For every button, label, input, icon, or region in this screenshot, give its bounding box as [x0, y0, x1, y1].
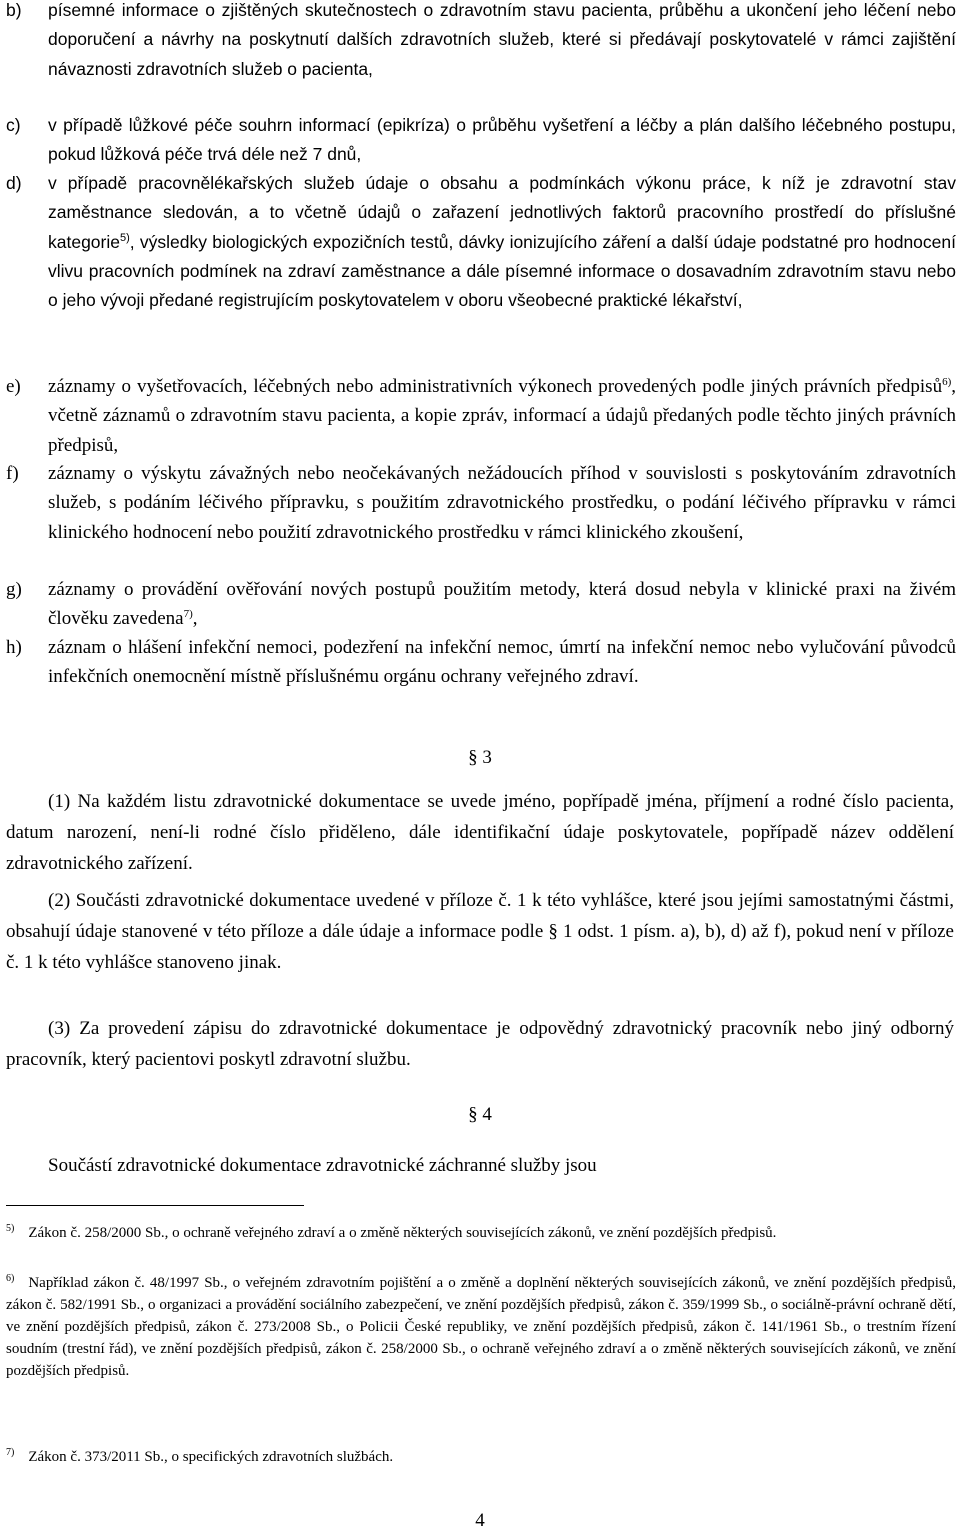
- footnote-ref: 7): [183, 608, 193, 621]
- footnote-7: [6, 1442, 956, 1468]
- list-item-c: [6, 111, 956, 170]
- section-3-heading: § 3: [468, 747, 492, 768]
- list-item-text: záznamy o vyšetřovacích, léčebných nebo administrativních výkonech provedených podle jiných právních předpisů$^{6)}$, včetně záznamů o zdravotním stavu pacienta, a kopie zpráv, informací a údajů předaných podle těchto jiných právních předpisů,: [48, 376, 956, 456]
- section-4-text: Součástí zdravotnické dokumentace zdravotnické záchranné služby jsou: [48, 1155, 597, 1176]
- footnote-number: 5): [6, 1223, 15, 1234]
- footnote-6: [6, 1268, 956, 1382]
- list-item-g: [6, 575, 956, 634]
- list-item-text: záznam o hlášení infekční nemoci, podezření na infekční nemoc, úmrtí na infekční nemoc nebo vylučování původců infekčních onemocnění místně příslušnému orgánu ochrany veřejného zdraví.: [48, 637, 956, 688]
- list-marker: d): [6, 173, 22, 193]
- list-marker: b): [6, 0, 22, 20]
- list-item-f: [6, 459, 956, 547]
- footnote-5: [6, 1218, 956, 1244]
- list-item-text: záznamy o výskytu závažných nebo neočekávaných nežádoucích příhod v souvislosti s poskytováním zdravotních služeb, s podáním léčivého přípravku, s použitím zdravotnického prostředku, o podání léčivého přípravku v rámci klinického hodnocení nebo použití zdravotnického prostředku v rámci klinického zkoušení,: [48, 463, 956, 543]
- list-item-b: [6, 0, 956, 84]
- list-item-d: [6, 169, 956, 315]
- footnote-number: 7): [6, 1447, 15, 1458]
- list-marker: f): [6, 463, 19, 484]
- list-item-text: v případě lůžkové péče souhrn informací (epikríza) o průběhu vyšetření a léčby a plán dalšího léčebného postupu, pokud lůžková péče trvá déle než 7 dnů,: [48, 115, 956, 165]
- list-item-text: v případě pracovnělékařských služeb údaje o obsahu a podmínkách výkonu práce, k níž je zdravotní stav zaměstnance sledován, a to včetně údajů o zařazení jednotlivých faktorů pracovního prostředí do příslušné kategorie$^{5)}$, výsledky biologických expozičních testů, dávky ionizujícího záření a další údaje podstatné pro hodnocení vlivu pracovních podmínek na zdraví zaměstnance a dále písemné informace o dosavadním zdravotním stavu nebo o jeho vývoji předané registrujícím poskytovatelem v oboru všeobecné praktické lékařství,: [48, 173, 956, 311]
- footnote-text: Zákon č. 258/2000 Sb., o ochraně veřejného zdraví a o změně některých souvisejících zákonů, ve znění pozdějších předpisů.: [28, 1225, 777, 1241]
- list-marker: c): [6, 115, 21, 135]
- list-item-text: záznamy o provádění ověřování nových postupů použitím metody, která dosud nebyla v klinické praxi na živém člověku zavedena$^{7)}$,: [48, 579, 956, 630]
- footnote-text: Zákon č. 373/2011 Sb., o specifických zdravotních službách.: [28, 1449, 394, 1465]
- list-item-text: písemné informace o zjištěných skutečnostech o zdravotním stavu pacienta, průběhu a ukončení jeho léčení nebo doporučení a návrhy na poskytnutí dalších zdravotních služeb, které si předávají poskytovatelé v rámci zajištění návaznosti zdravotních služeb o pacienta,: [48, 0, 956, 79]
- list-marker: h): [6, 637, 22, 658]
- page-number: 4: [475, 1510, 485, 1531]
- footnote-number: 6): [6, 1273, 15, 1284]
- list-item-h: [6, 633, 956, 692]
- list-item-e: [6, 372, 956, 460]
- footnote-ref: 5): [120, 231, 130, 244]
- section-4-heading: § 4: [468, 1104, 492, 1125]
- section-3-paragraph-2: (2) Součásti zdravotnické dokumentace uvedené v příloze č. 1 k této vyhlášce, které jsou jejími samostatnými částmi, obsahují údaje stanovené v této příloze a dále údaje a informace podle § 1 odst. 1 písm. a), b), d) až f), pokud není v příloze č. 1 k této vyhlášce stanoveno jinak.: [6, 890, 954, 973]
- footnote-text: Například zákon č. 48/1997 Sb., o veřejném zdravotním pojištění a o změně a doplnění některých souvisejících zákonů, ve znění pozdějších předpisů, zákon č. 582/1991 Sb., o organizaci a provádění sociálního zabezpečení, ve znění pozdějších předpisů, zákon č. 359/1999 Sb., o sociálně-právní ochraně dětí, ve znění pozdějších předpisů, zákon č. 273/2008 Sb., o Policii České republiky, ve znění pozdějších předpisů, zákon č. 141/1961 Sb., o trestním řízení soudním (trestní řád), ve znění pozdějších předpisů, zákon č. 258/2000 Sb., o ochraně veřejného zdraví a o změně některých souvisejících zákonů, ve znění pozdějších předpisů.: [6, 1275, 956, 1379]
- list-marker: e): [6, 376, 21, 397]
- footnote-separator: [6, 1205, 304, 1206]
- section-3-paragraph-1: (1) Na každém listu zdravotnické dokumentace se uvede jméno, popřípadě jména, příjmení a rodné číslo pacienta, datum narození, není-li rodné číslo přiděleno, dále identifikační údaje poskytovatele, popřípadě název oddělení zdravotnického zařízení.: [6, 791, 954, 874]
- section-3-paragraph-3: (3) Za provedení zápisu do zdravotnické dokumentace je odpovědný zdravotnický pracovník nebo jiný odborný pracovník, který pacientovi poskytl zdravotní službu.: [6, 1018, 954, 1070]
- footnote-ref: 6): [942, 376, 952, 388]
- list-marker: g): [6, 579, 22, 600]
